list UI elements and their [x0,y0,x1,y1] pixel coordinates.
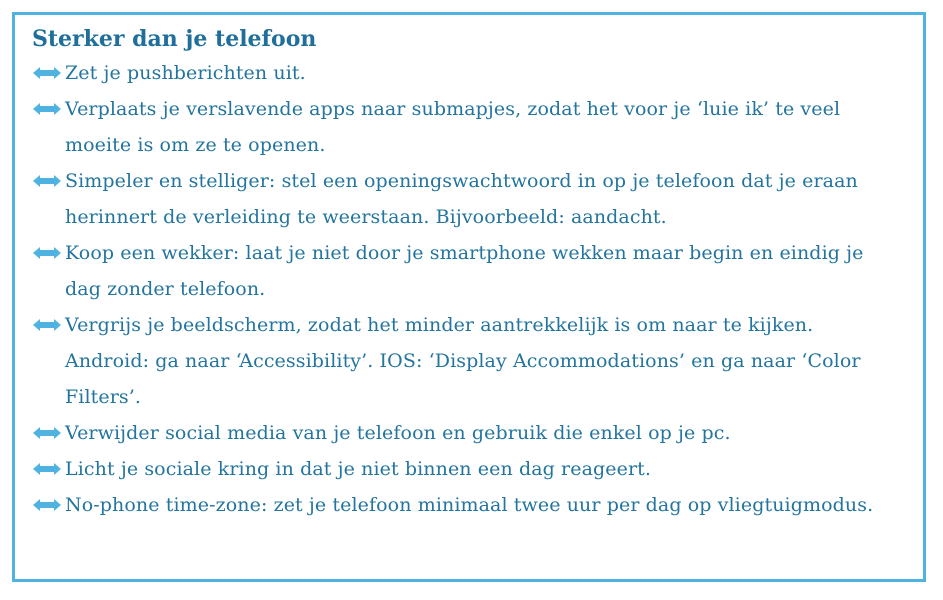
list-item [15,235,915,307]
list-item-text: Koop een wekker: laat je niet door je smartphone wekken maar begin en eindig je dag zonder telefoon. [65,242,864,300]
list-item [15,487,915,523]
list-item [15,307,915,415]
list-item-text: Verwijder social media van je telefoon en gebruik die enkel op je pc. [65,422,731,444]
double-arrow-icon [31,318,63,332]
tips-list [15,55,915,523]
list-item-text: No-phone time-zone: zet je telefoon minimaal twee uur per dag op vliegtuigmodus. [65,494,874,516]
list-item [15,415,915,451]
list-item-text: Zet je pushberichten uit. [65,62,306,84]
double-arrow-icon [31,246,63,260]
list-item [15,451,915,487]
list-item-text: Licht je sociale kring in dat je niet binnen een dag reageert. [65,458,652,480]
list-item-text: Simpeler en stelliger: stel een openingswachtwoord in op je telefoon dat je eraan herinnert de verleiding te weerstaan. Bijvoorbeeld: aandacht. [65,170,858,228]
double-arrow-icon [31,498,63,512]
list-item-text: Vergrijs je beeldscherm, zodat het minder aantrekkelijk is om naar te kijken. Android: ga naar ‘Accessibility’. IOS: ‘Display Accommodations’ en ga naar ‘Color Filters’. [65,314,861,408]
list-item-text: Verplaats je verslavende apps naar submapjes, zodat het voor je ‘luie ik’ te veel moeite is om ze te openen. [65,98,841,156]
list-item [15,163,915,235]
double-arrow-icon [31,174,63,188]
double-arrow-icon [31,462,63,476]
list-item [15,91,915,163]
box-title: Sterker dan je telefoon [32,26,317,52]
double-arrow-icon [31,426,63,440]
list-item [15,55,915,91]
double-arrow-icon [31,66,63,80]
double-arrow-icon [31,102,63,116]
tips-box [12,12,926,582]
